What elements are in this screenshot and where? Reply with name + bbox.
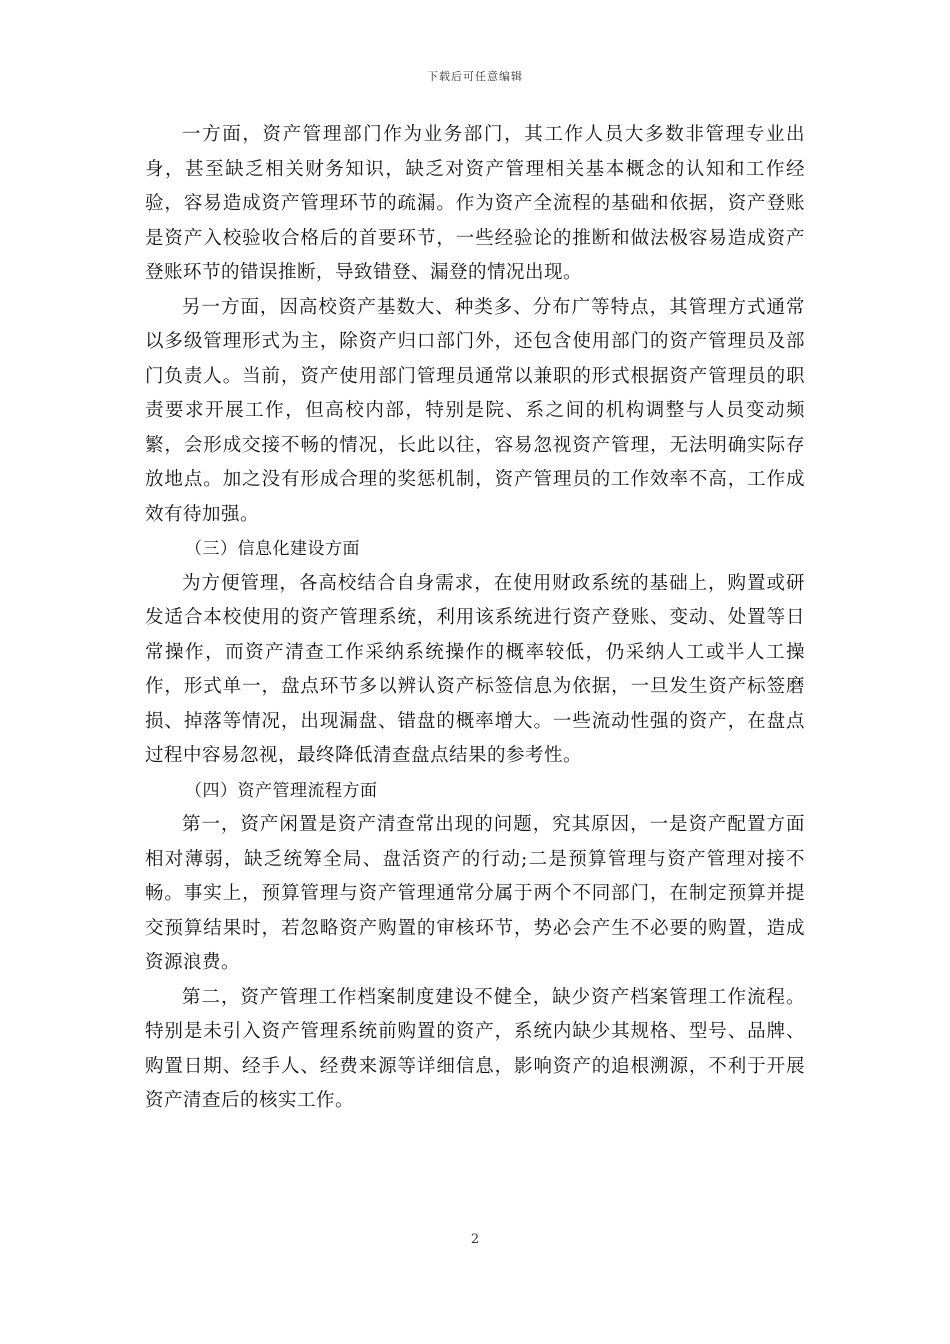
page-number: 2 [470,1232,480,1247]
paragraph-multi-level-management: 另一方面，因高校资产基数大、种类多、分布广等特点，其管理方式通常以多级管理形式为主，除资产归口部门外，还包含使用部门的资产管理员及部门负责人。当前，资产使用部门管理员通常以兼职的形式根据资产管理员的职责要求开展工作，但高校内部，特别是院、系之间的机构调整与人员变动频繁，会形成交接不畅的情况，长此以往，容易忽视资产管理，无法明确实际存放地点。加之没有形成合理的奖惩机制，资产管理员的工作效率不高，工作成效有待加强。 [145,296,805,525]
section-heading-process: （四）资产管理流程方面 [185,780,378,801]
paragraph-asset-dept-staff: 一方面，资产管理部门作为业务部门，其工作人员大多数非管理专业出身，甚至缺乏相关财务知识，缺乏对资产管理相关基本概念的认知和工作经验，容易造成资产管理环节的疏漏。作为资产全流程的基础和依据，资产登账是资产入校验收合格后的首要环节，一些经验论的推断和做法极容易造成资产登账环节的错误推断，导致错登、漏登的情况出现。 [145,124,805,283]
paragraph-management-system: 为方便管理，各高校结合自身需求，在使用财政系统的基础上，购置或研发适合本校使用的资产管理系统，利用该系统进行资产登账、变动、处置等日常操作，而资产清查工作采纳系统操作的概率较低，仍采纳人工或半人工操作，形式单一，盘点环节多以辨认资产标签信息为依据，一旦发生资产标签磨损、掉落等情况，出现漏盘、错盘的概率增大。一些流动性强的资产，在盘点过程中容易忽视，最终降低清查盘点结果的参考性。 [145,572,805,766]
page-header: 下载后可任意编辑 [427,70,523,83]
paragraph-archive-system: 第二，资产管理工作档案制度建设不健全，缺少资产档案管理工作流程。特别是未引入资产管理系统前购置的资产，系统内缺少其规格、型号、品牌、购置日期、经手人、经费来源等详细信息，影响资产的追根溯源，不利于开展资产清查后的核实工作。 [145,986,805,1111]
paragraph-idle-assets: 第一，资产闲置是资产清查常出现的问题，究其原因，一是资产配置方面相对薄弱，缺乏统筹全局、盘活资产的行动;二是预算管理与资产管理对接不畅。事实上，预算管理与资产管理通常分属于两个不同部门，在制定预算并提交预算结果时，若忽略资产购置的审核环节，势必会产生不必要的购置，造成资源浪费。 [145,814,805,973]
document-body [145,118,805,1119]
section-heading-informatization: （三）信息化建设方面 [185,539,360,559]
